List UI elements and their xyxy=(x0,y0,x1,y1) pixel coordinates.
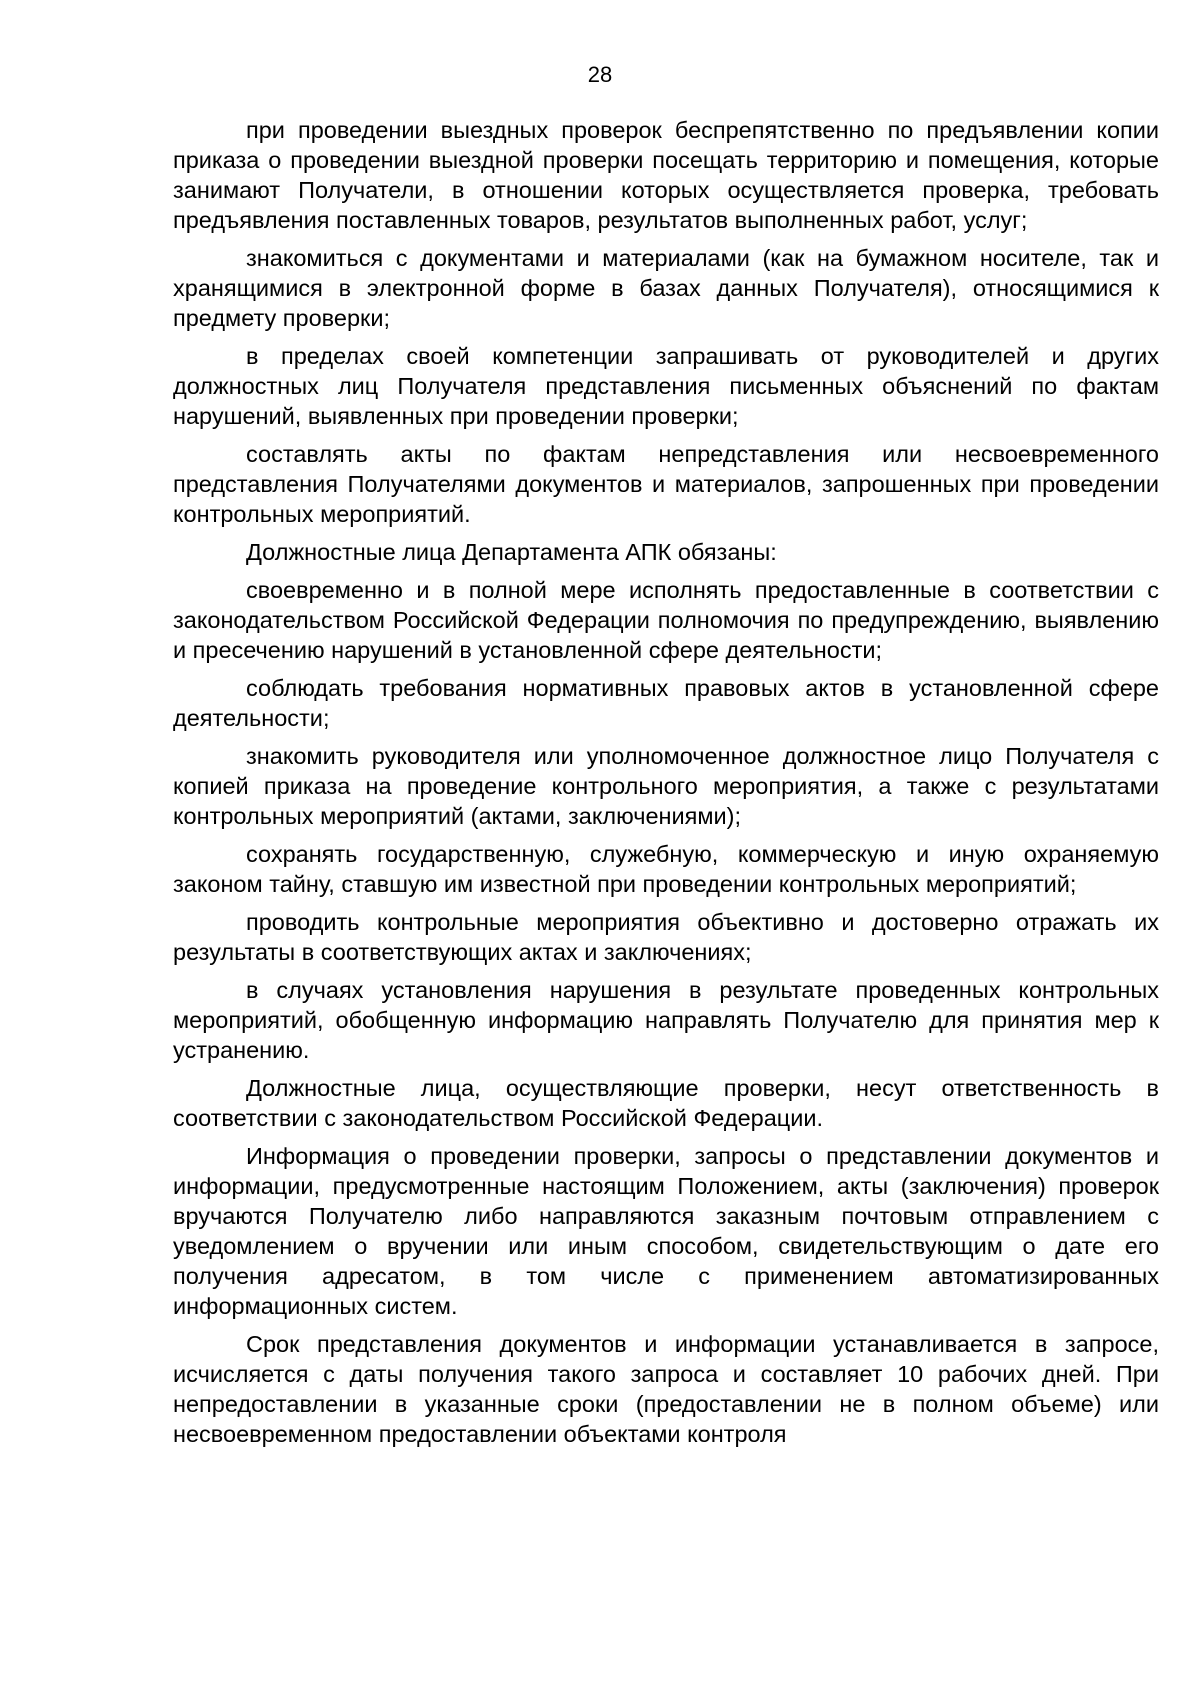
paragraph-13: Информация о проведении проверки, запросы о представлении документов и информации, предусмотренные настоящим Положением, акты (заключения) проверок вручаются Получателю либо направляются заказным почтовым отправлением с уведомлением о вручении или иным способом, свидетельствующим о дате его получения адресатом, в том числе с применением автоматизированных информационных систем. xyxy=(173,1143,1159,1319)
paragraph-9: сохранять государственную, служебную, коммерческую и иную охраняемую законом тайну, ставшую им известной при проведении контрольных мероприятий; xyxy=(173,841,1159,897)
paragraph-1: при проведении выездных проверок беспрепятственно по предъявлении копии приказа о проведении выездной проверки посещать территорию и помещения, которые занимают Получатели, в отношении которых осуществляется проверка, требовать предъявления поставленных товаров, результатов выполненных работ, услуг; xyxy=(173,117,1159,233)
paragraph-4: составлять акты по фактам непредставления или несвоевременного представления Получателями документов и материалов, запрошенных при проведении контрольных мероприятий. xyxy=(173,441,1159,527)
paragraph-14: Срок представления документов и информации устанавливается в запросе, исчисляется с даты получения такого запроса и составляет 10 рабочих дней. При непредоставлении в указанные сроки (предоставлении не в полном объеме) или несвоевременном предоставлении объектами контроля xyxy=(173,1331,1159,1447)
paragraph-12: Должностные лица, осуществляющие проверки, несут ответственность в соответствии с законодательством Российской Федерации. xyxy=(173,1075,1159,1131)
paragraph-2: знакомиться с документами и материалами (как на бумажном носителе, так и хранящимися в электронной форме в базах данных Получателя), относящимися к предмету проверки; xyxy=(173,245,1159,331)
paragraph-10: проводить контрольные мероприятия объективно и достоверно отражать их результаты в соответствующих актах и заключениях; xyxy=(173,909,1159,965)
paragraph-8: знакомить руководителя или уполномоченное должностное лицо Получателя с копией приказа на проведение контрольного мероприятия, а также с результатами контрольных мероприятий (актами, заключениями); xyxy=(173,743,1159,829)
paragraph-5: Должностные лица Департамента АПК обязаны: xyxy=(246,539,777,565)
document-body xyxy=(173,115,1159,1457)
paragraph-11: в случаях установления нарушения в результате проведенных контрольных мероприятий, обобщенную информацию направлять Получателю для принятия мер к устранению. xyxy=(173,977,1159,1063)
page-number: 28 xyxy=(587,62,613,87)
paragraph-6: своевременно и в полной мере исполнять предоставленные в соответствии с законодательством Российской Федерации полномочия по предупреждению, выявлению и пресечению нарушений в установленной сфере деятельности; xyxy=(173,577,1159,663)
paragraph-7: соблюдать требования нормативных правовых актов в установленной сфере деятельности; xyxy=(173,675,1159,731)
paragraph-3: в пределах своей компетенции запрашивать от руководителей и других должностных лиц Получателя представления письменных объяснений по фактам нарушений, выявленных при проведении проверки; xyxy=(173,343,1159,429)
